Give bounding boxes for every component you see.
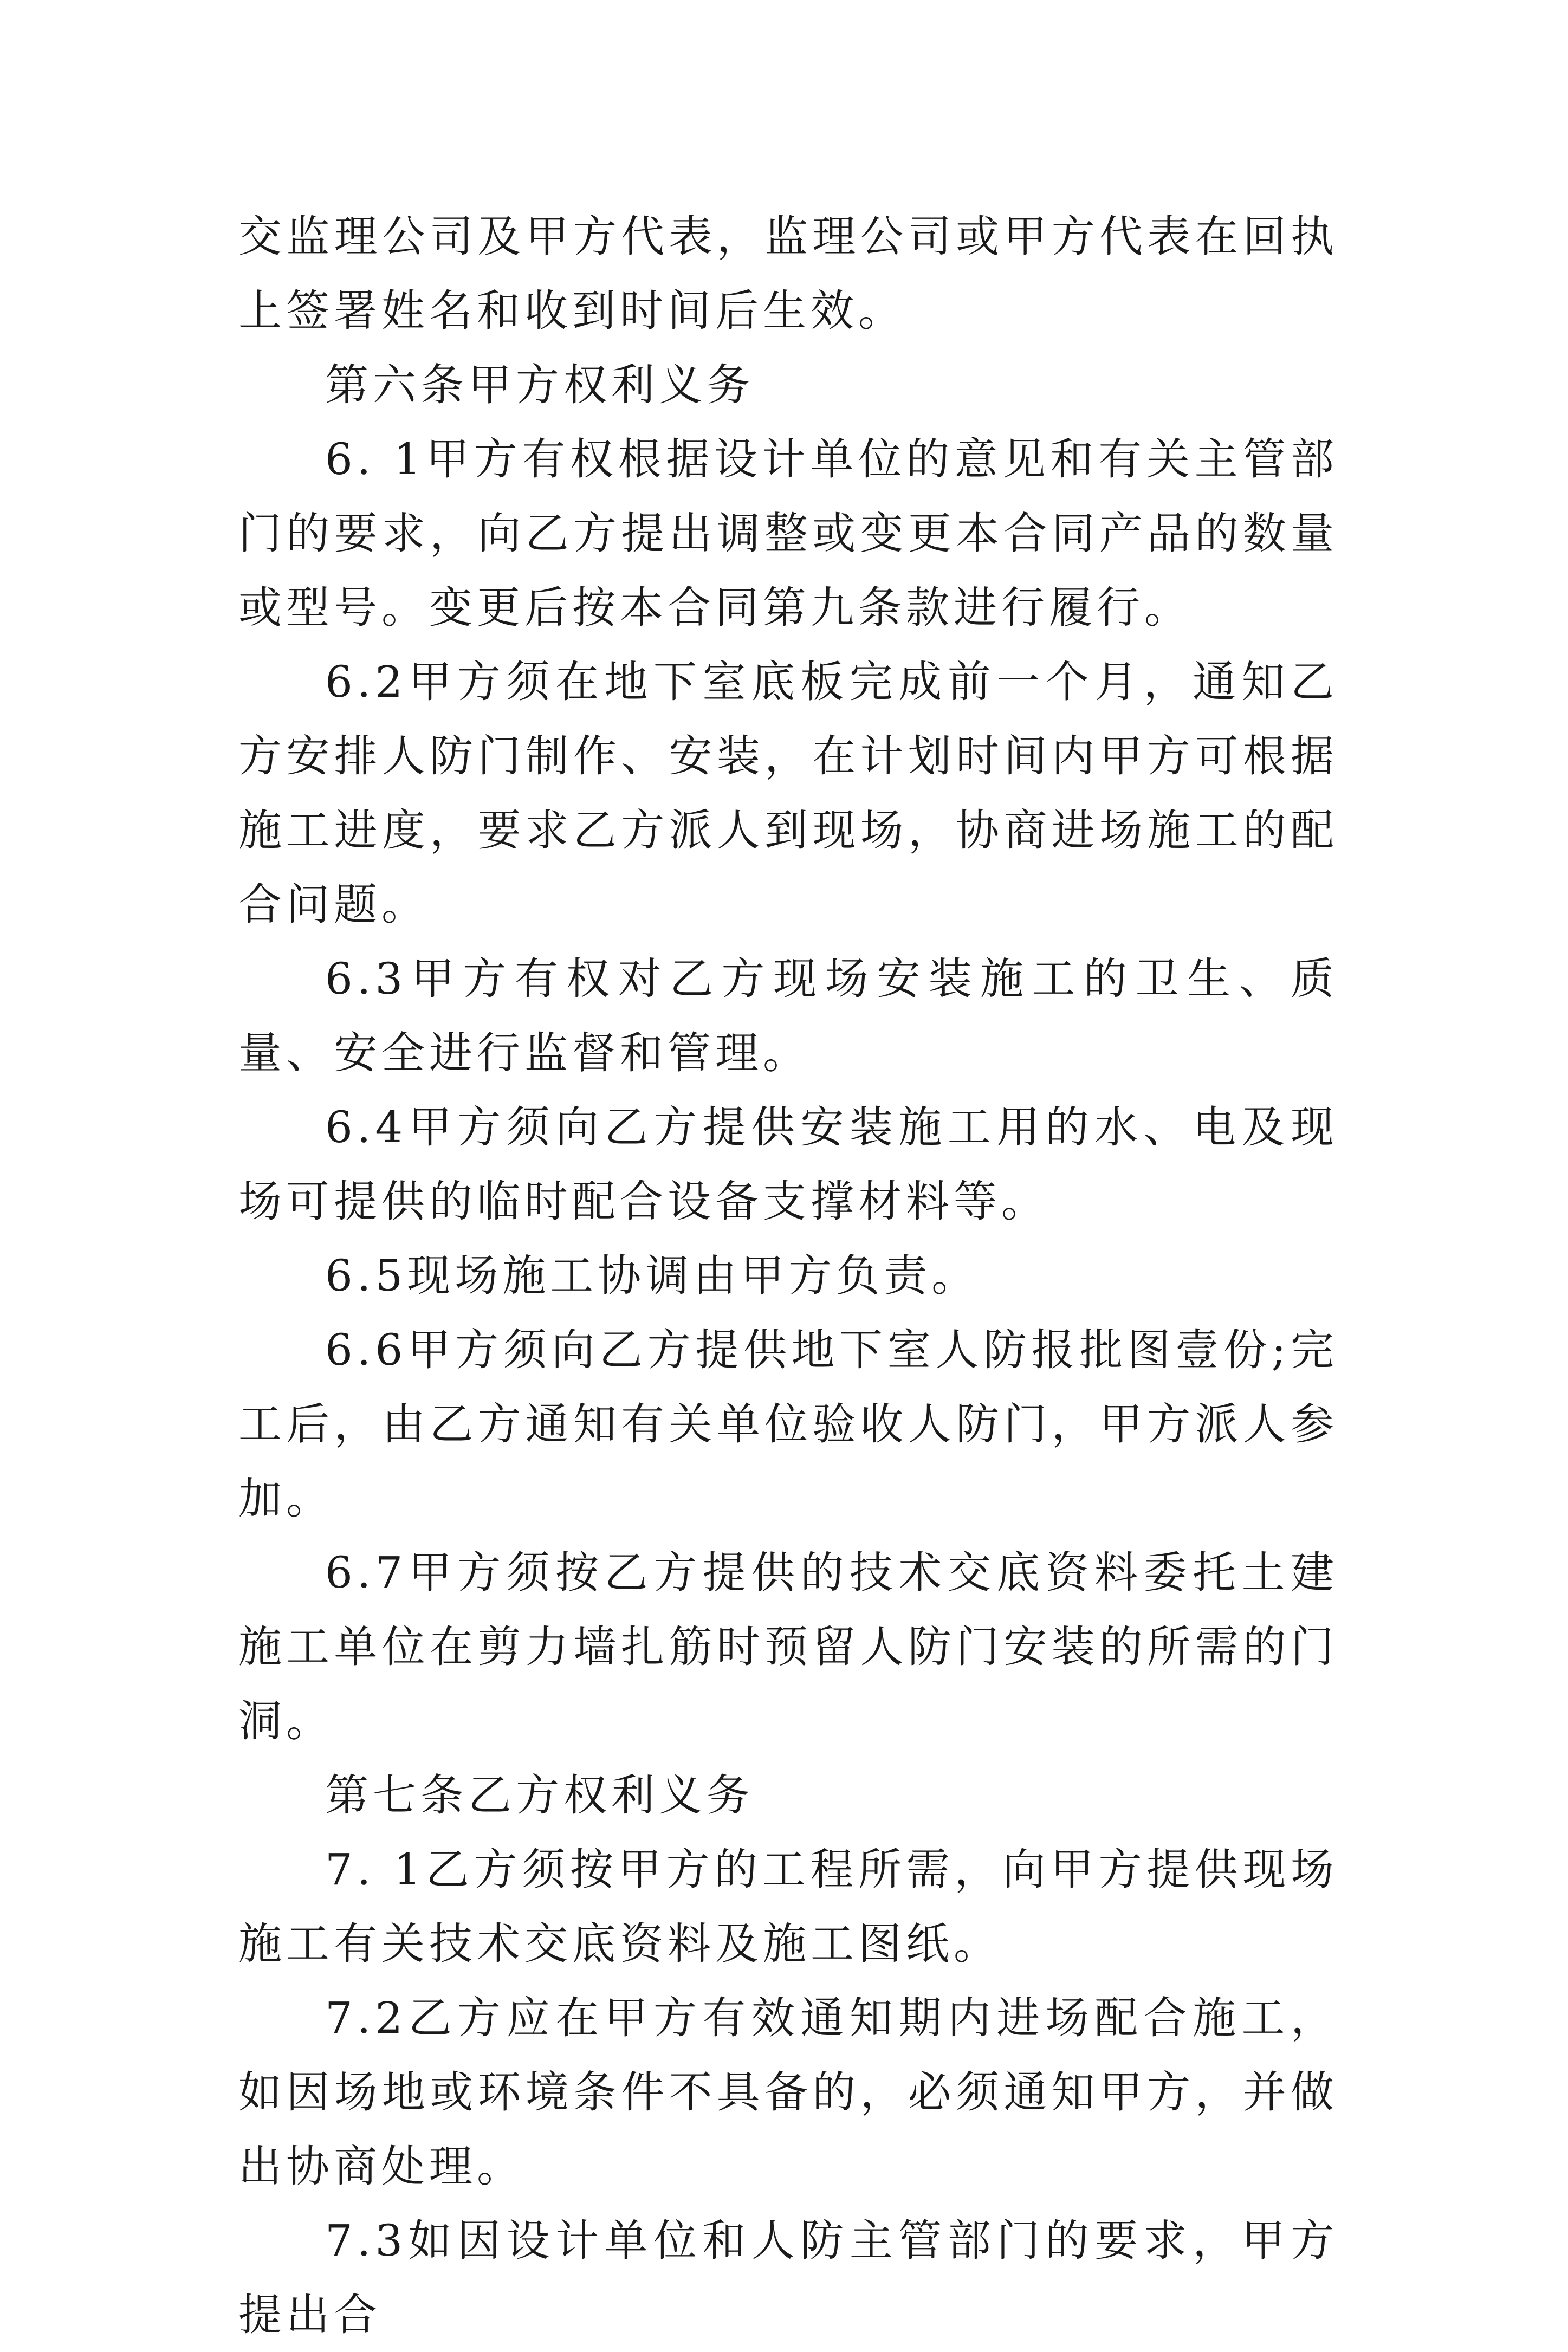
clause-7-1: 7. 1乙方须按甲方的工程所需，向甲方提供现场施工有关技术交底资料及施工图纸。	[238, 1844, 1338, 1969]
document-body	[238, 199, 1338, 2352]
clause-7-3: 7.3如因设计单位和人防主管部门的要求，甲方提出合	[238, 2215, 1338, 2340]
clause-6-7: 6.7甲方须按乙方提供的技术交底资料委托土建施工单位在剪力墙扎筋时预留人防门安装的所需的门洞。	[238, 1547, 1338, 1746]
clause-6-3: 6.3甲方有权对乙方现场安装施工的卫生、质量、安全进行监督和管理。	[238, 954, 1338, 1078]
clause-6-4: 6.4甲方须向乙方提供安装施工用的水、电及现场可提供的临时配合设备支撑材料等。	[238, 1102, 1338, 1227]
paragraph-continuation: 交监理公司及甲方代表，监理公司或甲方代表在回执上签署姓名和收到时间后生效。	[238, 211, 1338, 336]
section-heading-6: 第六条甲方权利义务	[325, 360, 754, 410]
clause-6-6: 6.6甲方须向乙方提供地下室人防报批图壹份;完工后，由乙方通知有关单位验收人防门，甲方派人参加。	[238, 1325, 1338, 1524]
clause-7-2: 7.2乙方应在甲方有效通知期内进场配合施工，如因场地或环境条件不具备的，必须通知甲方，并做出协商处理。	[238, 1993, 1338, 2192]
clause-6-5: 6.5现场施工协调由甲方负责。	[325, 1250, 980, 1301]
section-heading-7: 第七条乙方权利义务	[325, 1770, 754, 1820]
clause-6-1: 6. 1甲方有权根据设计单位的意见和有关主管部门的要求，向乙方提出调整或变更本合同产品的数量或型号。变更后按本合同第九条款进行履行。	[238, 434, 1338, 633]
clause-6-2: 6.2甲方须在地下室底板完成前一个月，通知乙方安排人防门制作、安装，在计划时间内甲方可根据施工进度，要求乙方派人到现场，协商进场施工的配合问题。	[238, 657, 1338, 930]
